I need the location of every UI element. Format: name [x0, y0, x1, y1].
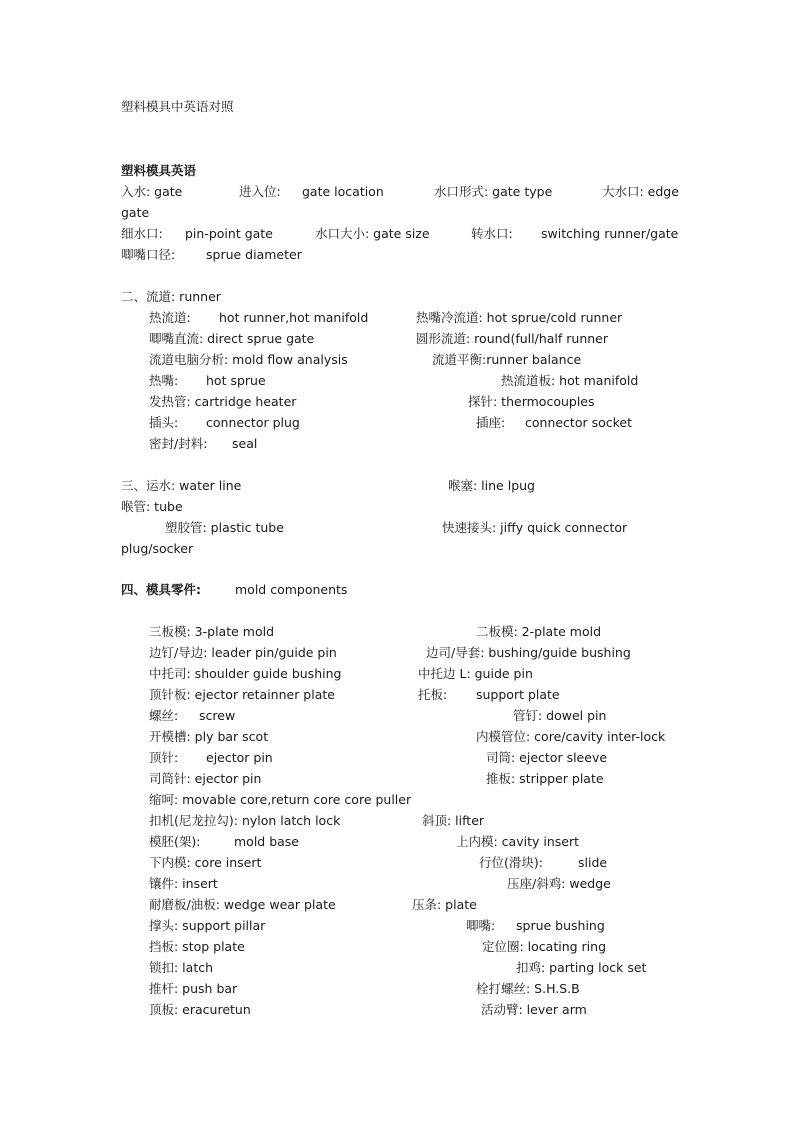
term-ejector-pin-en: ejector pin — [206, 750, 273, 765]
term-cartridge-heater: 发热管: cartridge heater — [149, 394, 297, 409]
term-insert: 镶件: insert — [149, 876, 218, 891]
term-wedge: 压座/斜鸡: wedge — [507, 876, 611, 891]
term-latch: 锁扣: latch — [149, 960, 214, 975]
term-slide-en: slide — [578, 855, 608, 870]
term-stop-plate: 挡板: stop plate — [149, 939, 245, 954]
term-round-runner: 圆形流道: round(full/half runner — [416, 331, 608, 346]
term-eracuretun: 顶板: eracuretun — [149, 1002, 251, 1017]
term-mold-flow-analysis: 流道电脑分析: mold flow analysis — [149, 352, 348, 367]
term-hot-sprue-cn: 热嘴: — [149, 373, 179, 388]
term-runner-balance: 流道平衡:runner balance — [432, 352, 582, 367]
term-quick-connector: 快速接头: jiffy quick connector — [442, 520, 628, 535]
term-support-pillar: 撑头: support pillar — [149, 918, 266, 933]
section-components-title-cn: 四、模具零件: — [121, 582, 201, 597]
term-mold-base-en: mold base — [234, 834, 300, 849]
term-leader-pin: 边钉/导边: leader pin/guide pin — [149, 645, 337, 660]
term-gate-location-cn: 进入位: — [239, 184, 281, 199]
term-shoulder-guide-bushing: 中托司: shoulder guide bushing — [149, 666, 342, 681]
term-sprue-diameter-en: sprue diameter — [206, 247, 302, 262]
term-quick-connector-wrap: plug/socker — [121, 541, 194, 556]
term-movable-core: 缩呵: movable core,return core core puller — [149, 792, 412, 807]
term-sprue-diameter-cn: 唧嘴口径: — [121, 247, 176, 262]
term-lever-arm: 活动臂: lever arm — [481, 1002, 587, 1017]
term-parting-lock-set: 扣鸡: parting lock set — [516, 960, 647, 975]
term-locating-ring: 定位圈: locating ring — [482, 939, 607, 954]
section-heading: 塑料模具英语 — [121, 163, 197, 178]
term-stripper-plate: 推板: stripper plate — [486, 771, 604, 786]
term-guide-pin: 中托边 L: guide pin — [418, 666, 533, 681]
term-ejector-pin-cn: 顶针: — [149, 750, 179, 765]
term-nylon-latch-lock: 扣机(尼龙拉勾): nylon latch lock — [149, 813, 341, 828]
term-thermocouples: 探针: thermocouples — [468, 394, 595, 409]
term-sprue-bushing-en: sprue bushing — [516, 918, 605, 933]
term-pin-point-cn: 细水口: — [121, 226, 163, 241]
term-gate-location-en: gate location — [302, 184, 384, 199]
term-ejector-retainer-plate: 顶针板: ejector retainner plate — [149, 687, 335, 702]
term-plastic-tube: 塑胶管: plastic tube — [165, 520, 284, 535]
term-ply-bar-scot: 开模槽: ply bar scot — [149, 729, 269, 744]
term-push-bar: 推杆: push bar — [149, 981, 238, 996]
term-plate: 压条: plate — [412, 897, 477, 912]
term-direct-sprue-gate: 唧嘴直流: direct sprue gate — [149, 331, 315, 346]
term-connector-plug-en: connector plug — [206, 415, 300, 430]
term-3-plate-mold: 三板模: 3-plate mold — [149, 624, 275, 639]
term-support-plate-en: support plate — [476, 687, 560, 702]
term-edge-gate-wrap: gate — [121, 205, 150, 220]
term-wedge-wear-plate: 耐磨板/油板: wedge wear plate — [149, 897, 336, 912]
term-gate-type: 水口形式: gate type — [434, 184, 553, 199]
term-cavity-insert: 上内模: cavity insert — [456, 834, 579, 849]
term-gate-size: 水口大小: gate size — [315, 226, 430, 241]
section-components-title-en: mold components — [235, 582, 348, 597]
term-tube: 喉管: tube — [121, 499, 183, 514]
term-connector-plug-cn: 插头: — [149, 415, 179, 430]
term-core-cavity-interlock: 内模管位: core/cavity inter-lock — [476, 729, 666, 744]
term-hot-sprue-en: hot sprue — [206, 373, 266, 388]
term-support-plate-cn: 托板: — [418, 687, 448, 702]
term-hot-sprue-cold-runner: 热嘴冷流道: hot sprue/cold runner — [416, 310, 623, 325]
term-connector-socket-cn: 插座: — [476, 415, 506, 430]
term-lifter: 斜顶: lifter — [422, 813, 485, 828]
term-core-insert: 下内模: core insert — [149, 855, 262, 870]
term-screw-en: screw — [199, 708, 236, 723]
document-title: 塑料模具中英语对照 — [121, 99, 234, 114]
term-pin-point-en: pin-point gate — [185, 226, 273, 241]
term-sprue-bushing-cn: 唧嘴: — [466, 918, 496, 933]
term-hot-runner-en: hot runner,hot manifold — [219, 310, 369, 325]
term-switching-runner-en: switching runner/gate — [541, 226, 679, 241]
term-ejector-sleeve: 司筒: ejector sleeve — [486, 750, 608, 765]
section-water-line-title: 三、运水: water line — [121, 478, 242, 493]
term-2-plate-mold: 二板模: 2-plate mold — [476, 624, 602, 639]
term-shsb: 栓打螺丝: S.H.S.B — [476, 981, 580, 996]
term-edge-gate: 大水口: edge — [602, 184, 679, 199]
term-hot-runner-cn: 热流道: — [149, 310, 191, 325]
term-line-plug: 喉塞: line lpug — [448, 478, 535, 493]
term-guide-bushing: 边司/导套: bushing/guide bushing — [426, 645, 631, 660]
term-connector-socket-en: connector socket — [525, 415, 633, 430]
term-sleeve-ejector-pin: 司筒针: ejector pin — [149, 771, 262, 786]
term-slide-cn: 行位(滑块): — [479, 855, 543, 870]
term-screw-cn: 螺丝: — [149, 708, 179, 723]
term-gate: 入水: gate — [121, 184, 183, 199]
term-seal-cn: 密封/封料: — [149, 436, 208, 451]
term-hot-manifold: 热流道板: hot manifold — [501, 373, 639, 388]
term-switching-runner-cn: 转水口: — [471, 226, 513, 241]
section-runner-title: 二、流道: runner — [121, 289, 221, 304]
term-mold-base-cn: 模胚(架): — [149, 834, 201, 849]
term-dowel-pin: 管钉: dowel pin — [513, 708, 607, 723]
term-seal-en: seal — [232, 436, 258, 451]
